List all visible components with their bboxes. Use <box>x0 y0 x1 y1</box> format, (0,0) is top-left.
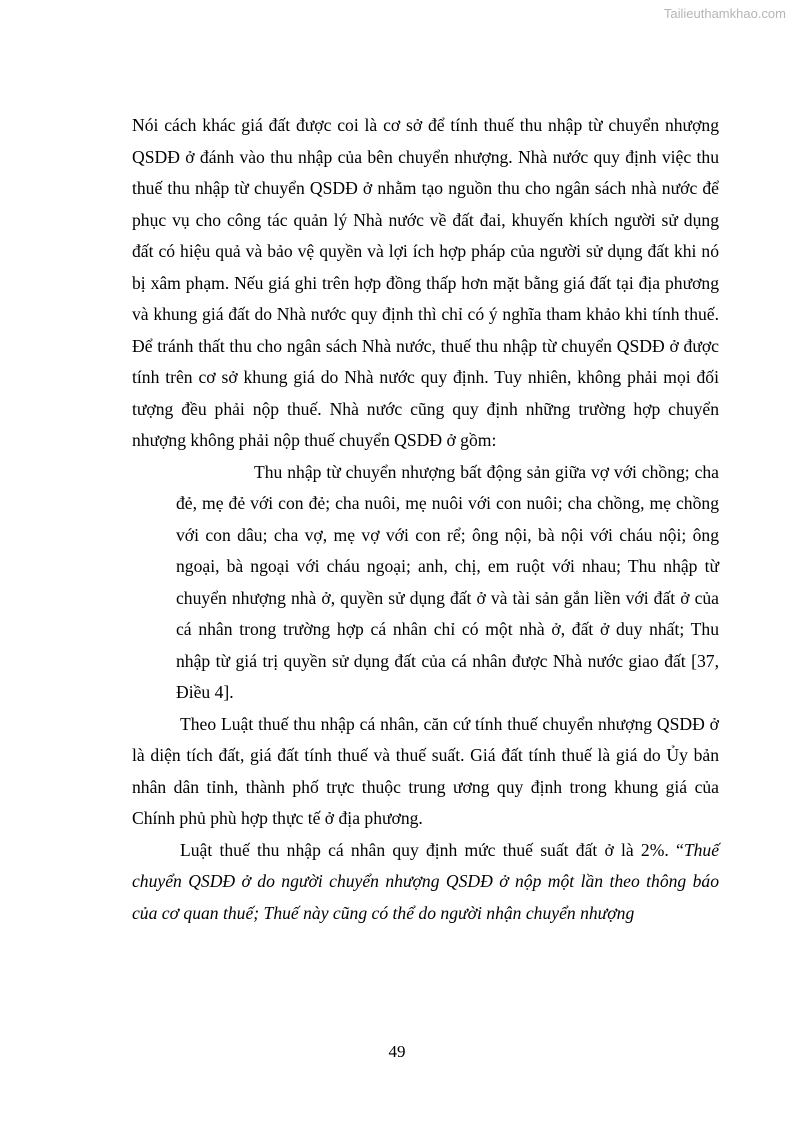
watermark: Tailieuthamkhao.com <box>663 6 786 21</box>
quoted-law-excerpt: Thu nhập từ chuyển nhượng bất động sản giữa vợ với chồng; cha đẻ, mẹ đẻ với con đẻ; cha nuôi, mẹ nuôi với con nuôi; cha chồng, mẹ chồng với con dâu; cha vợ, mẹ vợ với con rể; ông nội, bà nội với cháu nội; ông ngoại, bà ngoại với cháu ngoại; anh, chị, em ruột với nhau; Thu nhập từ chuyển nhượng nhà ở, quyền sử dụng đất ở và tài sản gắn liền với đất ở của cá nhân trong trường hợp cá nhân chỉ có một nhà ở, đất ở duy nhất; Thu nhập từ giá trị quyền sử dụng đất của cá nhân được Nhà nước giao đất [37, Điều 4]. <box>176 461 719 702</box>
paragraph-3-text: Luật thuế thu nhập cá nhân quy định mức thuế suất đất ở là 2%. “ <box>180 839 684 860</box>
page-number: 49 <box>388 1042 406 1061</box>
paragraph-2: Theo Luật thuế thu nhập cá nhân, căn cứ tính thuế chuyển nhượng QSDĐ ở là diện tích đất, giá đất tính thuế và thuế suất. Giá đất tính thuế là giá do Ủy bản nhân dân tỉnh, thành phố trực thuộc trung ương quy định trong khung giá của Chính phủ phù hợp thực tế ở địa phương. <box>132 713 719 828</box>
paragraph-3-italic-quote: Thuế chuyển QSDĐ ở do người chuyển nhượng QSDĐ ở nộp một lần theo thông báo của cơ quan thuế; Thuế này cũng có thể do người nhận chuyển nhượng <box>132 839 719 923</box>
document-body <box>132 110 719 929</box>
paragraph-3 <box>132 835 719 930</box>
paragraph-1: Nói cách khác giá đất được coi là cơ sở để tính thuế thu nhập từ chuyển nhượng QSDĐ ở đánh vào thu nhập của bên chuyển nhượng. Nhà nước quy định việc thu thuế thu nhập từ chuyển QSDĐ ở nhằm tạo nguồn thu cho ngân sách nhà nước để phục vụ cho công tác quản lý Nhà nước về đất đai, khuyến khích người sử dụng đất có hiệu quả và bảo vệ quyền và lợi ích hợp pháp của người sử dụng đất khi nó bị xâm phạm. Nếu giá ghi trên hợp đồng thấp hơn mặt bằng giá đất tại địa phương và khung giá đất do Nhà nước quy định thì chỉ có ý nghĩa tham khảo khi tính thuế. Để tránh thất thu cho ngân sách Nhà nước, thuế thu nhập từ chuyển QSDĐ ở được tính trên cơ sở khung giá do Nhà nước quy định. Tuy nhiên, không phải mọi đối tượng đều phải nộp thuế. Nhà nước cũng quy định những trường hợp chuyển nhượng không phải nộp thuế chuyển QSDĐ ở gồm: <box>132 115 719 450</box>
